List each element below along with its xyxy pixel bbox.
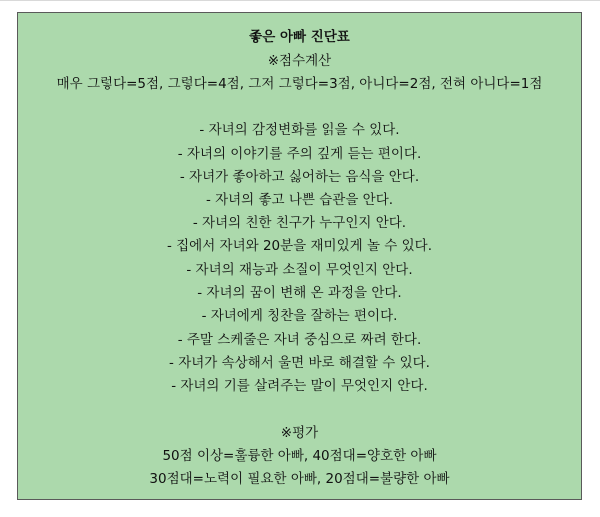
evaluation-header: ※평가 — [280, 425, 319, 441]
page-top-rule — [0, 0, 600, 1]
scoring-header: ※점수계산 — [267, 53, 332, 69]
document-title: 좋은 아빠 진단표 — [249, 29, 350, 45]
checklist-item: - 자녀의 기를 살려주는 말이 무엇인지 안다. — [171, 378, 428, 394]
checklist-item: - 자녀의 이야기를 주의 깊게 듣는 편이다. — [177, 146, 422, 162]
checklist-item: - 자녀의 꿈이 변해 온 과정을 안다. — [197, 285, 402, 301]
checklist-item: - 자녀가 좋아하고 싫어하는 음식을 안다. — [179, 169, 420, 185]
checklist-item: - 자녀의 친한 친구가 누구인지 안다. — [192, 215, 407, 231]
checklist-item: - 자녀의 좋고 나쁜 습관을 안다. — [205, 192, 394, 208]
checklist-item: - 자녀의 감정변화를 읽을 수 있다. — [199, 122, 400, 138]
checklist-item: - 주말 스케줄은 자녀 중심으로 짜려 한다. — [177, 332, 422, 348]
checklist-item: - 자녀에게 칭찬을 잘하는 편이다. — [201, 308, 398, 324]
evaluation-line-2: 30점대=노력이 필요한 아빠, 20점대=불량한 아빠 — [149, 471, 450, 487]
checklist-item: - 집에서 자녀와 20분을 재미있게 놀 수 있다. — [166, 238, 433, 254]
diagnosis-table-box — [17, 12, 582, 500]
checklist-item: - 자녀의 재능과 소질이 무엇인지 안다. — [186, 262, 413, 278]
evaluation-line-1: 50점 이상=훌륭한 아빠, 40점대=양호한 아빠 — [162, 448, 437, 464]
checklist-item: - 자녀가 속상해서 울면 바로 해결할 수 있다. — [169, 355, 430, 371]
scoring-scale: 매우 그렇다=5점, 그렇다=4점, 그저 그렇다=3점, 아니다=2점, 전혀 아니다=1점 — [56, 76, 543, 92]
